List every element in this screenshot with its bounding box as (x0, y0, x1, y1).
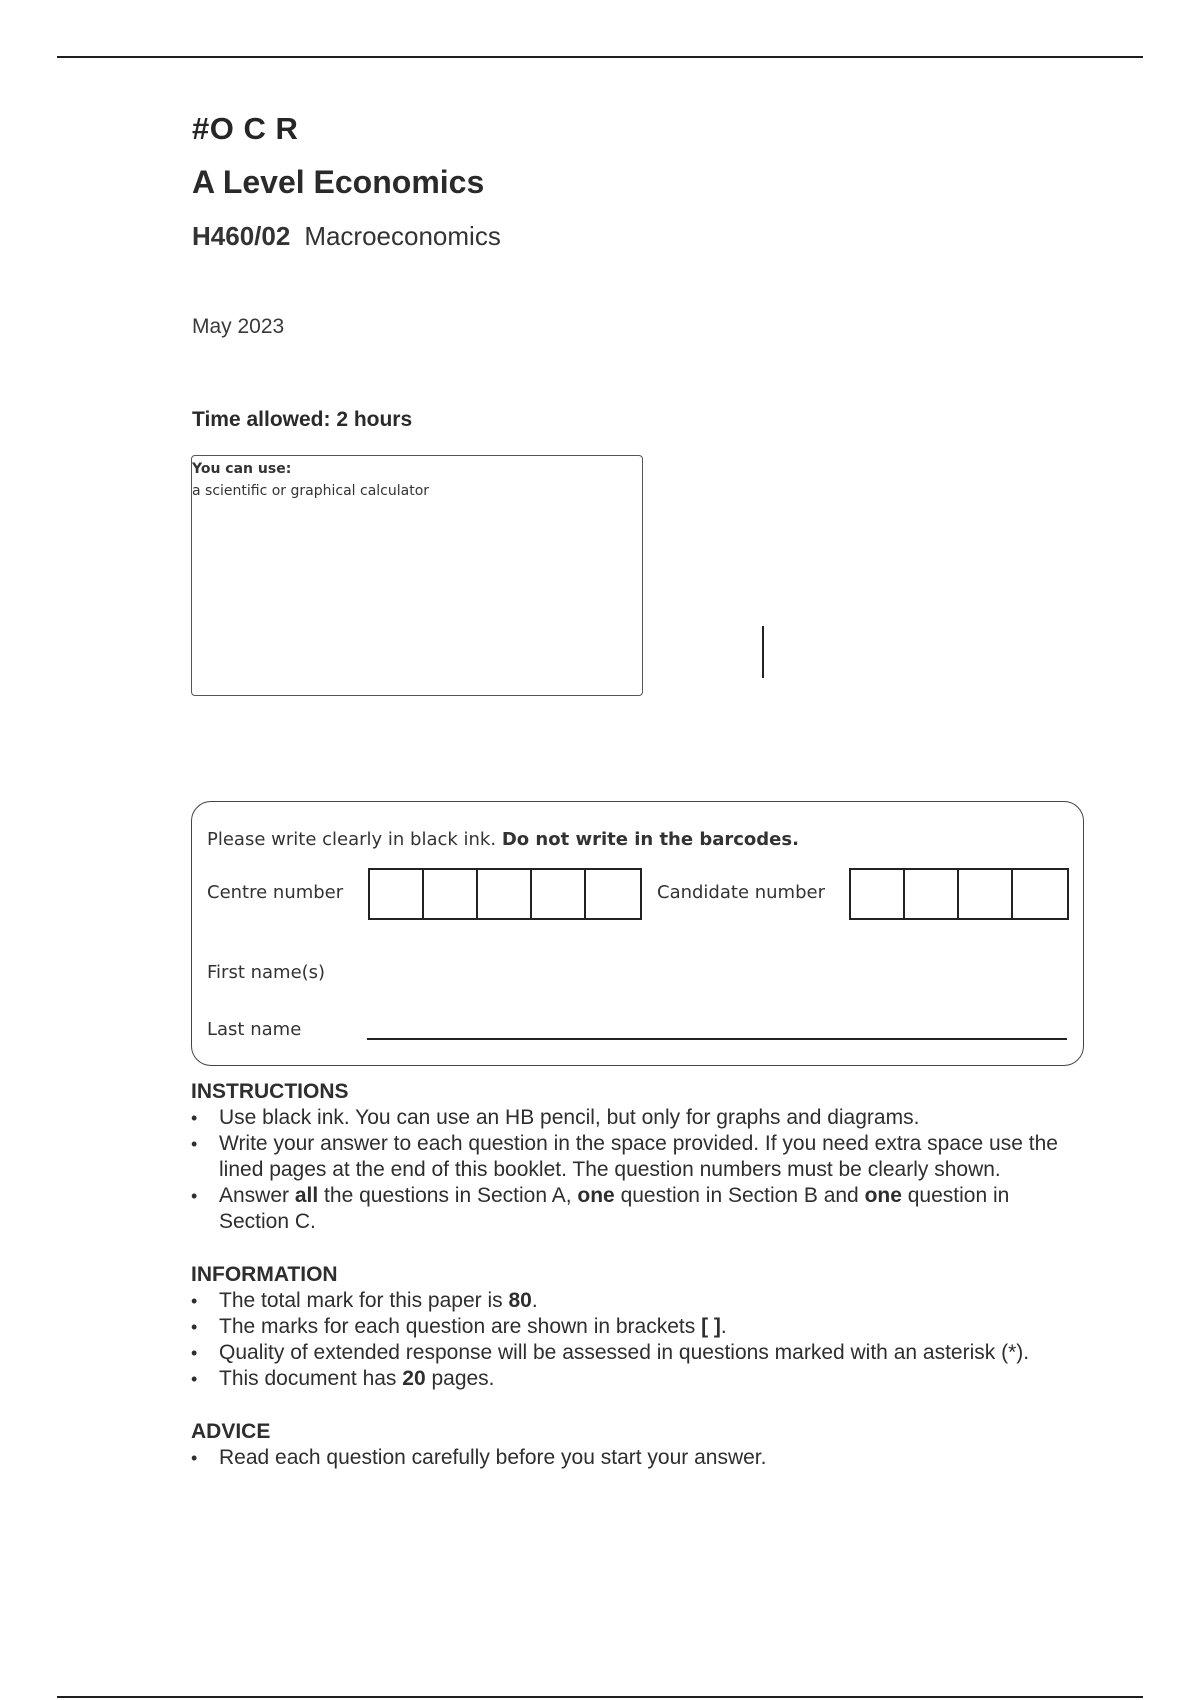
candidate-number-box[interactable] (851, 870, 905, 918)
ink-instruction-plain: Please write clearly in black ink. (207, 829, 497, 850)
information-item: • The total mark for this paper is 80. (191, 1288, 1029, 1314)
information-item: • The marks for each question are shown in brackets [ ]. (191, 1314, 1029, 1340)
candidate-number-box[interactable] (905, 870, 959, 918)
instruction-item: • Answer all the questions in Section A, one question in Section B and one question in Section C. (191, 1183, 1031, 1235)
ink-instruction (207, 829, 799, 850)
centre-number-boxes[interactable] (368, 868, 642, 920)
instruction-item: • Write your answer to each question in the space provided. If you need extra space use the lined pages at the end of this booklet. The question numbers must be clearly shown. (191, 1131, 1081, 1183)
bottom-rule (57, 1696, 1143, 1698)
exam-date: May 2023 (192, 315, 285, 338)
advice-heading: ADVICE (191, 1420, 271, 1443)
information-heading: INFORMATION (191, 1263, 338, 1286)
ink-instruction-bold: Do not write in the barcodes. (501, 829, 799, 850)
top-rule (57, 56, 1143, 58)
centre-number-box[interactable] (478, 870, 532, 918)
candidate-number-box[interactable] (959, 870, 1013, 918)
centre-number-box[interactable] (532, 870, 586, 918)
information-item: • Quality of extended response will be assessed in questions marked with an asterisk (*). (191, 1340, 1029, 1366)
candidate-details-box (191, 801, 1084, 1066)
materials-box (191, 455, 643, 696)
last-name-label: Last name (207, 1019, 302, 1040)
candidate-number-label: Candidate number (657, 882, 825, 903)
paper-title: Macroeconomics (304, 221, 501, 251)
centre-number-label: Centre number (207, 882, 344, 903)
information-item: • This document has 20 pages. (191, 1366, 1029, 1392)
advice-section (191, 1419, 766, 1471)
ocr-logo: #O C R (192, 111, 299, 146)
centre-number-box[interactable] (424, 870, 478, 918)
paper-code: H460/02 (192, 221, 291, 251)
instructions-section (191, 1079, 1081, 1235)
instructions-heading: INSTRUCTIONS (191, 1080, 349, 1103)
time-allowed: Time allowed: 2 hours (192, 408, 413, 431)
advice-item: • Read each question carefully before you start your answer. (191, 1445, 766, 1471)
first-name-label: First name(s) (207, 962, 326, 983)
centre-number-box[interactable] (370, 870, 424, 918)
last-name-line[interactable] (367, 1038, 1067, 1040)
text-cursor (762, 626, 764, 678)
materials-item: a scientific or graphical calculator (192, 483, 430, 499)
information-section (191, 1262, 1029, 1392)
materials-title: You can use: (192, 461, 292, 477)
instruction-item: • Use black ink. You can use an HB pencil, but only for graphs and diagrams. (191, 1105, 1081, 1131)
qualification-title: A Level Economics (192, 164, 485, 200)
candidate-number-box[interactable] (1013, 870, 1067, 918)
paper-code-line (192, 221, 501, 252)
centre-number-box[interactable] (586, 870, 640, 918)
candidate-number-boxes[interactable] (849, 868, 1069, 920)
